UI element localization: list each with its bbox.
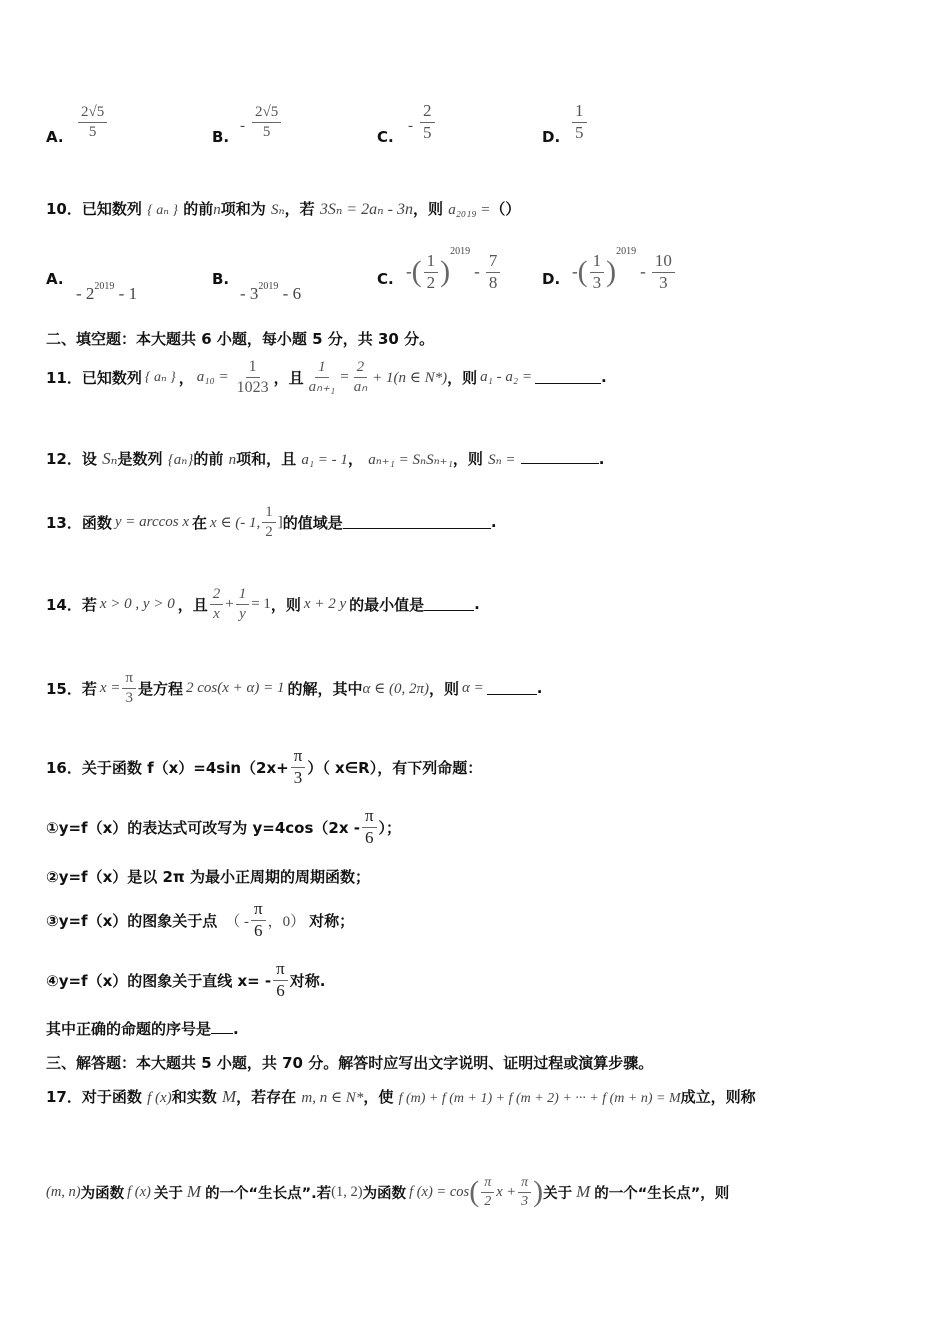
q16-stem: 16． 关于函数 f（x）=4sin（2x+ $\frac{\pi}{3}$ ）（ x∈R），有下列命题： — [46, 745, 483, 787]
q9-option-a-label: A. — [46, 128, 64, 146]
q12-answer-blank[interactable] — [521, 451, 599, 464]
q16-proposition-2: ②y=f（x）是以 2π 为最小正周期的周期函数； — [46, 868, 370, 886]
q13-stem: 13． 函数 y = arccos x 在 x ∈ (- 1, $\frac{1}{2}$ ] 的值域是 . — [46, 504, 497, 540]
section-3-heading: 三、解答题：本大题共 5 小题，共 70 分。解答时应写出文字说明、证明过程或演算步骤。 — [46, 1054, 654, 1072]
q10-option-d-expr: - ( $\frac{1}{3}$ ) 2019 - $\frac{10}{3}$ — [572, 246, 677, 298]
q9-option-b-frac: $\frac{2√5}{5}$ — [252, 104, 281, 140]
q10-option-a-expr: - $2^{2019} - 1$ — [76, 281, 138, 303]
q9-option-c-label: C. — [377, 128, 394, 146]
q16-proposition-1: ①y=f（x）的表达式可改写为 y=4cos（2x - $\frac{\pi}{6}$ ）； — [46, 805, 402, 847]
q10-option-d-label: D. — [542, 270, 561, 288]
q9-option-c-frac: $\frac{2}{5}$ — [420, 102, 435, 142]
q10-option-b-expr: - $3^{2019} - 6$ — [240, 281, 302, 303]
q10-option-b-label: B. — [212, 270, 230, 288]
q13-answer-blank[interactable] — [343, 516, 491, 529]
q16-proposition-3: ③y=f（x）的图象关于点 （ - $\frac{\pi}{6}$ ，0） 对称； — [46, 898, 355, 940]
q9-option-b-label: B. — [212, 128, 230, 146]
q17-stem-line2: (m, n) 为函数 f (x) 关于 M 的一个“生长点”.若 (1, 2) 为函数 f (x) = cos ( $\frac{\pi}{2}$ x + $\frac{\pi}{3}$ ) 关于 M 的一个“生长点”，则 — [46, 1175, 730, 1209]
q11-answer-blank[interactable] — [535, 371, 601, 384]
q10-stem: 10．已知数列 { aₙ } 的前n项和为 Sₙ，若 3Sₙ = 2aₙ - 3n，则 a₂₀₁₉ =（） — [46, 200, 521, 218]
q12-stem: 12．设 Sₙ是数列 {aₙ}的前 n项和，且 a₁ = - 1， aₙ₊₁ = SₙSₙ₊₁，则 Sₙ = . — [46, 449, 605, 468]
q14-answer-blank[interactable] — [424, 598, 474, 611]
q10-option-a-label: A. — [46, 270, 64, 288]
q16-answer-blank[interactable] — [211, 1021, 233, 1034]
q11-stem: 11． 已知数列 { aₙ } ， a₁₀ = $\frac{1}{1023}$ ，且 $\frac{1}{\text{aₙ₊₁}}$ = $\frac{2}{\text{aₙ}}$ + 1(n ∈ N*) ，则 a₁ - a₂ = . — [46, 357, 607, 396]
q10-option-c-label: C. — [377, 270, 394, 288]
q9-option-c-sign: - — [408, 118, 413, 134]
q15-answer-blank[interactable] — [487, 682, 537, 695]
q10-option-c-expr: - ( $\frac{1}{2}$ ) 2019 - $\frac{7}{8}$ — [406, 246, 502, 298]
q15-stem: 15． 若 x = $\frac{\pi}{3}$ 是方程 2 cos(x + α) = 1 的解，其中 α ∈ (0, 2π) ，则 α = . — [46, 670, 543, 706]
q9-option-b-sign: - — [240, 118, 245, 134]
q9-option-a-frac: $\frac{2√5}{5}$ — [78, 104, 107, 140]
q16-proposition-4: ④y=f（x）的图象关于直线 x= - $\frac{\pi}{6}$ 对称. — [46, 958, 326, 1000]
q9-option-d-frac: $\frac{1}{5}$ — [572, 102, 587, 142]
q9-option-d-label: D. — [542, 128, 561, 146]
q16-ask: 其中正确的命题的序号是 . — [46, 1020, 239, 1038]
section-2-heading: 二、填空题：本大题共 6 小题，每小题 5 分，共 30 分。 — [46, 330, 435, 348]
q14-stem: 14． 若 x > 0 , y > 0 ，且 $\frac{2}{x}$ + $\frac{1}{y}$ = 1 ，则 x + 2 y 的最小值是 . — [46, 586, 480, 622]
q17-stem-line1: 17．对于函数 f (x)和实数 M，若存在 m, n ∈ N*，使 f (m) + f (m + 1) + f (m + 2) + ··· + f (m + n) = M成立，则称 — [46, 1087, 756, 1106]
